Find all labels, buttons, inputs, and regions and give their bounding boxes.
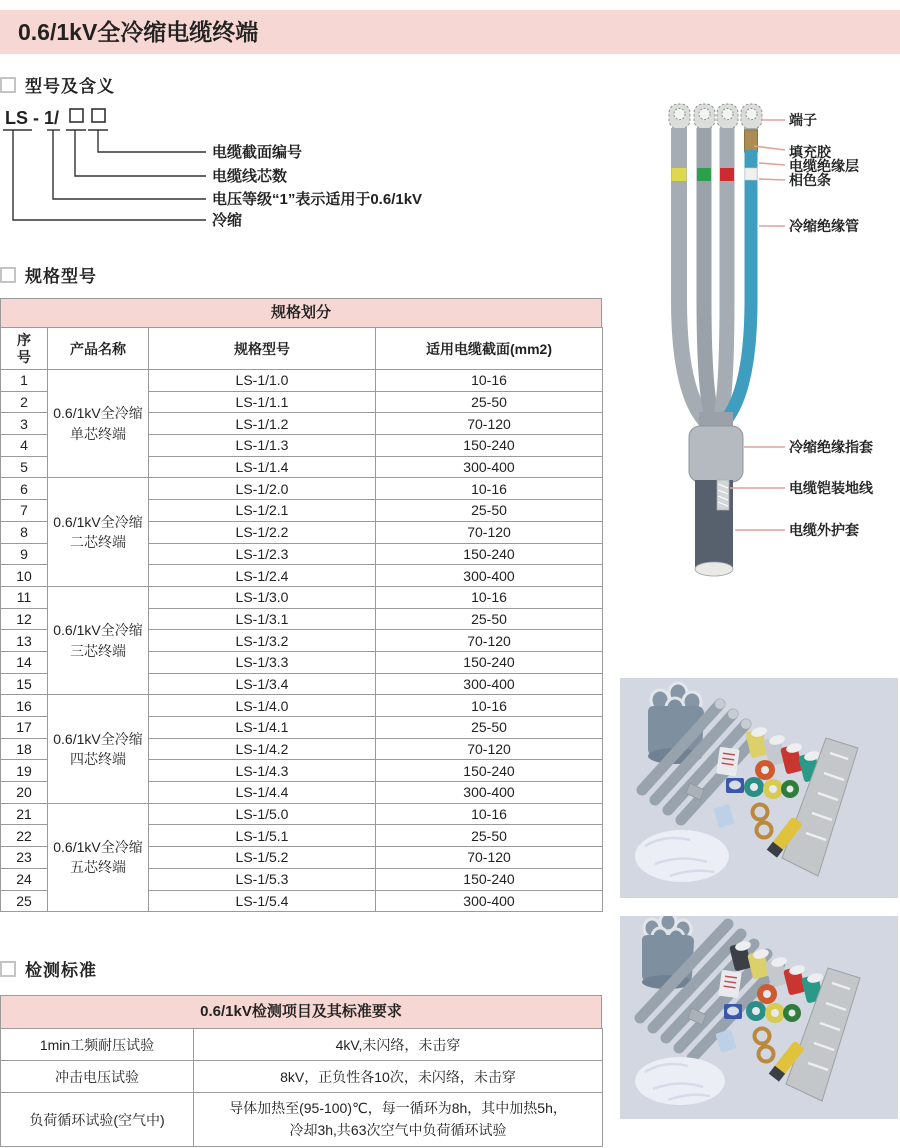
model-code: LS-1/4.3 — [149, 760, 376, 782]
col-header-product: 产品名称 — [48, 328, 149, 370]
figure-label: 电缆外护套 — [789, 522, 859, 538]
figure-label: 电缆铠装地线 — [789, 480, 873, 496]
cable-section: 70-120 — [376, 630, 603, 652]
row-number: 25 — [1, 890, 48, 912]
col-header-no: 序号 — [1, 328, 48, 370]
kit-photo-1 — [620, 678, 898, 898]
cable-section: 150-240 — [376, 435, 603, 457]
model-code: LS-1/3.1 — [149, 608, 376, 630]
breakout-boot-icon — [642, 916, 694, 989]
model-box — [92, 109, 105, 122]
table-row — [1, 695, 603, 717]
row-number: 8 — [1, 521, 48, 543]
model-code-text: LS - 1/ — [5, 108, 60, 128]
spec-table — [0, 298, 602, 912]
cable-section: 25-50 — [376, 608, 603, 630]
model-code: LS-1/3.0 — [149, 586, 376, 608]
spec-header-row — [1, 328, 603, 370]
cable-section: 300-400 — [376, 565, 603, 587]
gloves-icon — [635, 1057, 725, 1105]
row-number: 7 — [1, 500, 48, 522]
cable-section: 25-50 — [376, 500, 603, 522]
page-title: 0.6/1kV全冷缩电缆终端 — [18, 19, 259, 45]
test-table-title: 0.6/1kV检测项目及其标准要求 — [0, 995, 602, 1028]
model-code: LS-1/3.3 — [149, 651, 376, 673]
test-requirement: 8kV，正负性各10次，未闪络，未击穿 — [194, 1061, 603, 1093]
row-number: 9 — [1, 543, 48, 565]
model-code: LS-1/5.1 — [149, 825, 376, 847]
row-number: 14 — [1, 651, 48, 673]
diagram-label: 电缆截面编号 — [212, 144, 303, 161]
cable-section: 25-50 — [376, 717, 603, 739]
row-number: 20 — [1, 782, 48, 804]
cable-section: 25-50 — [376, 825, 603, 847]
cable-body — [689, 412, 743, 576]
diagram-connector-lines — [3, 130, 206, 220]
model-code: LS-1/4.0 — [149, 695, 376, 717]
row-number: 5 — [1, 456, 48, 478]
kit-photo-2 — [620, 916, 898, 1119]
model-code: LS-1/1.2 — [149, 413, 376, 435]
product-name: 0.6/1kV全冷缩四芯终端 — [48, 695, 149, 803]
test-item: 冲击电压试验 — [1, 1061, 194, 1093]
model-code: LS-1/5.3 — [149, 868, 376, 890]
gloves-icon — [635, 830, 729, 882]
row-number: 22 — [1, 825, 48, 847]
product-name: 0.6/1kV全冷缩二芯终端 — [48, 478, 149, 586]
model-box — [70, 109, 83, 122]
product-name: 0.6/1kV全冷缩五芯终端 — [48, 803, 149, 911]
row-number: 17 — [1, 717, 48, 739]
section-heading-text: 检测标准 — [25, 961, 97, 980]
cable-section: 70-120 — [376, 847, 603, 869]
model-code: LS-1/2.4 — [149, 565, 376, 587]
row-number: 4 — [1, 435, 48, 457]
table-row — [1, 1029, 603, 1061]
table-row — [1, 803, 603, 825]
model-code: LS-1/3.4 — [149, 673, 376, 695]
row-number: 24 — [1, 868, 48, 890]
cable-section: 10-16 — [376, 695, 603, 717]
spec-table-title: 规格划分 — [0, 298, 602, 327]
model-code: LS-1/1.0 — [149, 370, 376, 392]
cable-section: 25-50 — [376, 391, 603, 413]
cable-section: 150-240 — [376, 760, 603, 782]
table-row — [1, 586, 603, 608]
section-heading-model — [0, 72, 115, 97]
model-code: LS-1/1.4 — [149, 456, 376, 478]
product-name: 0.6/1kV全冷缩单芯终端 — [48, 370, 149, 478]
diagram-label: 电压等级“1”表示适用于0.6/1kV — [212, 191, 423, 208]
model-code: LS-1/2.2 — [149, 521, 376, 543]
diagram-label: 冷缩 — [212, 212, 243, 229]
row-number: 10 — [1, 565, 48, 587]
model-meaning-diagram — [0, 100, 480, 245]
table-row — [1, 478, 603, 500]
row-number: 1 — [1, 370, 48, 392]
model-code: LS-1/4.4 — [149, 782, 376, 804]
cable-section: 300-400 — [376, 673, 603, 695]
cable-section: 300-400 — [376, 890, 603, 912]
section-heading-spec — [0, 262, 97, 287]
model-code: LS-1/2.0 — [149, 478, 376, 500]
row-number: 15 — [1, 673, 48, 695]
product-name: 0.6/1kV全冷缩三芯终端 — [48, 586, 149, 694]
test-requirement: 导体加热至(95-100)℃，每一循环为8h，其中加热5h， 冷却3h,共63次空气中负荷循环试验 — [194, 1093, 603, 1147]
cable-section: 70-120 — [376, 738, 603, 760]
cable-section: 10-16 — [376, 478, 603, 500]
figure-label: 填充胶 — [789, 144, 831, 160]
section-bullet-icon — [0, 77, 16, 93]
row-number: 12 — [1, 608, 48, 630]
figure-label: 冷缩绝缘指套 — [789, 439, 873, 455]
test-table — [0, 995, 602, 1147]
cable-section: 70-120 — [376, 521, 603, 543]
col-header-model: 规格型号 — [149, 328, 376, 370]
figure-label: 冷缩绝缘管 — [789, 218, 859, 234]
cable-section: 150-240 — [376, 868, 603, 890]
row-number: 11 — [1, 586, 48, 608]
section-bullet-icon — [0, 267, 16, 283]
page-title-banner — [0, 10, 900, 54]
cable-section: 70-120 — [376, 413, 603, 435]
row-number: 16 — [1, 695, 48, 717]
cable-section: 150-240 — [376, 651, 603, 673]
row-number: 13 — [1, 630, 48, 652]
cable-section: 300-400 — [376, 456, 603, 478]
cable-section: 10-16 — [376, 370, 603, 392]
row-number: 18 — [1, 738, 48, 760]
section-bullet-icon — [0, 961, 16, 977]
figure-label: 端子 — [789, 112, 817, 128]
cable-section: 300-400 — [376, 782, 603, 804]
row-number: 3 — [1, 413, 48, 435]
model-code: LS-1/3.2 — [149, 630, 376, 652]
table-row — [1, 370, 603, 392]
model-code: LS-1/2.1 — [149, 500, 376, 522]
section-heading-text: 型号及含义 — [25, 77, 115, 96]
row-number: 19 — [1, 760, 48, 782]
model-code: LS-1/4.1 — [149, 717, 376, 739]
model-code: LS-1/1.3 — [149, 435, 376, 457]
figure-label: 相色条 — [789, 172, 831, 188]
section-heading-text: 规格型号 — [25, 267, 97, 286]
diagram-label: 电缆线芯数 — [212, 168, 288, 185]
row-number: 6 — [1, 478, 48, 500]
table-row — [1, 1061, 603, 1093]
test-item: 负荷循环试验(空气中) — [1, 1093, 194, 1147]
row-number: 21 — [1, 803, 48, 825]
model-code: LS-1/4.2 — [149, 738, 376, 760]
col-header-section: 适用电缆截面(mm2) — [376, 328, 603, 370]
phase-color-bands — [672, 168, 758, 181]
model-code: LS-1/2.3 — [149, 543, 376, 565]
cable-section: 10-16 — [376, 803, 603, 825]
table-row — [1, 1093, 603, 1147]
ring-terminal-icon — [669, 104, 762, 129]
figure-label: 电缆绝缘层 — [789, 158, 859, 174]
spec-table-body — [1, 370, 603, 912]
row-number: 2 — [1, 391, 48, 413]
test-requirement: 4kV,未闪络，未击穿 — [194, 1029, 603, 1061]
test-item: 1min工频耐压试验 — [1, 1029, 194, 1061]
row-number: 23 — [1, 847, 48, 869]
model-code: LS-1/1.1 — [149, 391, 376, 413]
section-heading-test — [0, 956, 97, 981]
cable-section: 10-16 — [376, 586, 603, 608]
model-code: LS-1/5.4 — [149, 890, 376, 912]
cable-section: 150-240 — [376, 543, 603, 565]
model-code: LS-1/5.0 — [149, 803, 376, 825]
model-code: LS-1/5.2 — [149, 847, 376, 869]
terminal-illustration — [620, 100, 900, 580]
